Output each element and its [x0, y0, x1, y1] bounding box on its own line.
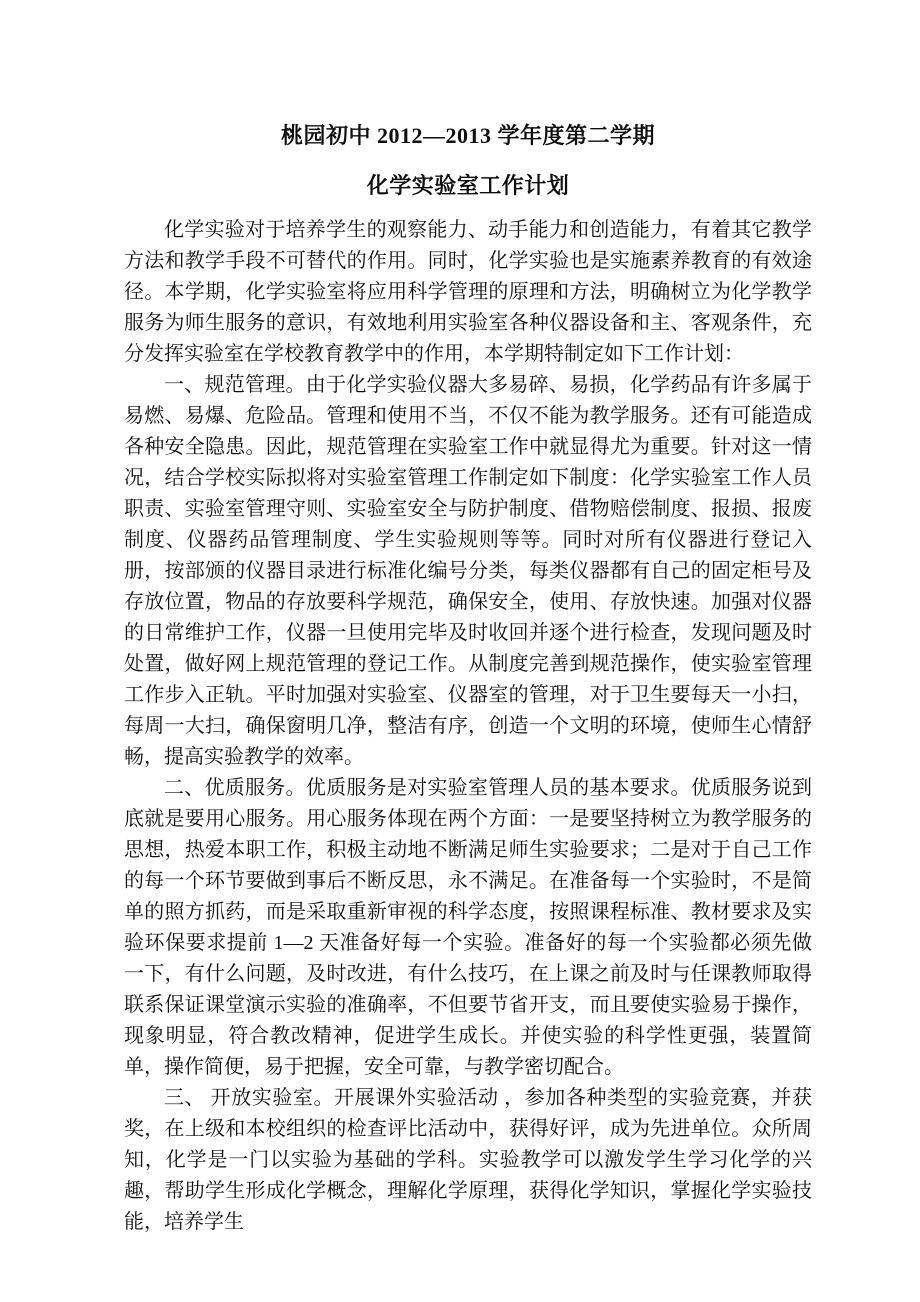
- paragraph-section-3-open-laboratory: 三、 开放实验室。开展课外实验活动 ，参加各种类型的实验竞赛，并获奖，在上级和本校组织的检查评比活动中，获得好评，成为先进单位。众所周知，化学是一门以实验为基础的学科。实验教学可以激发学生学习化学的兴趣，帮助学生形成化学概念，理解化学原理，获得化学知识，掌握化学实验技能，培养学生: [124, 1087, 812, 1233]
- paragraph-section-1-standard-management: 一、规范管理。由于化学实验仪器大多易碎、易损，化学药品有许多属于易燃、易爆、危险品。管理和使用不当，不仅不能为教学服务。还有可能造成各种安全隐患。因此，规范管理在实验室工作中就显得尤为重要。针对这一情况，结合学校实际拟将对实验室管理工作制定如下制度：化学实验室工作人员职责、实验室管理守则、实验室安全与防护制度、借物赔偿制度、报损、报废制度、仪器药品管理制度、学生实验规则等等。同时对所有仪器进行登记入册，按部颁的仪器目录进行标准化编号分类，每类仪器都有自己的固定柜号及存放位置，物品的存放要科学规范，确保安全，使用、存放快速。加强对仪器的日常维护工作，仪器一旦使用完毕及时收回并逐个进行检查，发现问题及时处置，做好网上规范管理的登记工作。从制度完善到规范操作，使实验室管理工作步入正轨。平时加强对实验室、仪器室的管理，对于卫生要每天一小扫，每周一大扫，确保窗明几净，整洁有序，创造一个文明的环境，使师生心情舒畅，提高实验教学的效率。: [124, 374, 812, 768]
- doc-title-line1: 桃园初中 2012—2013 学年度第二学期: [280, 123, 655, 148]
- doc-title-line2: 化学实验室工作计划: [366, 173, 570, 198]
- paragraph-section-2-quality-service: 二、优质服务。优质服务是对实验室管理人员的基本要求。优质服务说到底就是要用心服务。用心服务体现在两个方面：一是要坚持树立为教学服务的思想，热爱本职工作，积极主动地不断满足师生实验要求；二是对于自己工作的每一个环节要做到事后不断反思，永不满足。在准备每一个实验时，不是简单的照方抓药，而是采取重新审视的科学态度，按照课程标准、教材要求及实验环保要求提前 1—2 天准备好每一个实验。准备好的每一个实验都必须先做一下，有什么问题，及时改进，有什么技巧，在上课之前及时与任课教师取得联系保证课堂演示实验的准确率，不但要节省开支，而且要使实验易于操作，现象明显，符合教改精神，促进学生成长。并使实验的科学性更强，装置简单，操作简便，易于把握，安全可靠，与教学密切配合。: [124, 777, 812, 1078]
- paragraph-intro: 化学实验对于培养学生的观察能力、动手能力和创造能力，有着其它教学方法和教学手段不可替代的作用。同时，化学实验也是实施素养教育的有效途径。本学期，化学实验室将应用科学管理的原理和方法，明确树立为化学教学服务为师生服务的意识，有效地利用实验室各种仪器设备和主、客观条件，充分发挥实验室在学校教育教学中的作用，本学期特制定如下工作计划：: [124, 219, 812, 365]
